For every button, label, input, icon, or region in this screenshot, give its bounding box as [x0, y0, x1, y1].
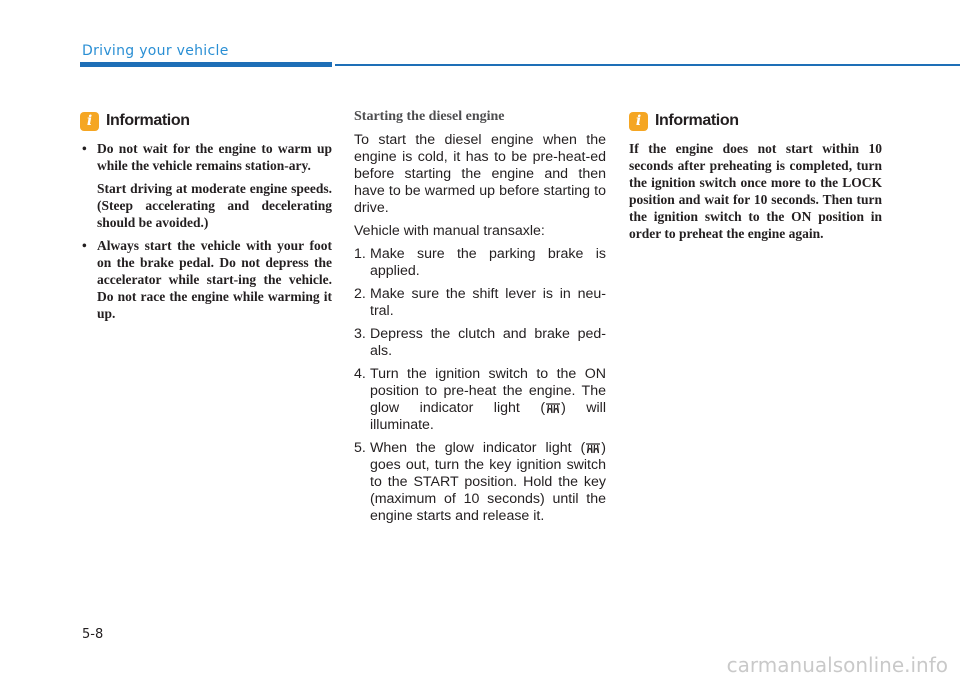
step-item: [354, 366, 606, 434]
right-column: [629, 108, 882, 242]
left-column: [80, 108, 332, 328]
information-heading: [80, 108, 332, 134]
step-text: Make sure the shift lever is in neu-tral.: [370, 286, 606, 319]
information-body: If the engine does not start within 10 seconds after preheating is completed, turn the ignition switch once more to the LOCK position and wait for 10 seconds. Then turn the ignition switch to the ON position in order to preheat the engine again.: [629, 141, 882, 241]
subheading: Vehicle with manual transaxle:: [354, 223, 545, 239]
section-title: Starting the diesel engine: [354, 109, 505, 124]
section-header-title: Driving your vehicle: [82, 43, 229, 59]
step-text: Depress the clutch and brake ped-als.: [370, 326, 606, 359]
information-title: Information: [106, 112, 190, 129]
header-rule-dark: [80, 62, 332, 67]
step-item: [354, 440, 606, 525]
information-heading: [629, 108, 882, 134]
step-text: Turn the ignition switch to the ON position to pre-heat the engine. The glow indicator light ( ) will illuminate.: [370, 366, 606, 433]
glow-plug-indicator-icon: [545, 402, 561, 414]
step-number: 3.: [354, 326, 366, 342]
step-item: [354, 246, 606, 280]
info-icon: i: [80, 112, 99, 131]
bullet-item: • Always start the vehicle with your foot on the brake pedal. Do not depress the accelerator while start-ing the vehicle. Do not race the engine while warming it up.: [80, 237, 332, 322]
step-number: 1.: [354, 246, 366, 262]
information-title: Information: [655, 112, 739, 129]
step-item: [354, 326, 606, 360]
glow-plug-indicator-icon: [585, 442, 601, 454]
intro-paragraph: To start the diesel engine when the engine is cold, it has to be pre-heat-ed before starting the engine and then have to be warmed up before starting to drive.: [354, 132, 606, 216]
step-number: 4.: [354, 366, 366, 382]
watermark: carmanualsonline.info: [726, 653, 948, 677]
step-number: 2.: [354, 286, 366, 302]
step-number: 5.: [354, 440, 366, 456]
header-rule-light: [335, 64, 960, 66]
info-icon: i: [629, 112, 648, 131]
middle-column: [354, 108, 606, 531]
step-item: [354, 286, 606, 320]
step-text: Make sure the parking brake is applied.: [370, 246, 606, 279]
step-text: When the glow indicator light ( ) goes out, turn the key ignition switch to the START position. Hold the key (maximum of 10 seconds) until the engine starts and release it.: [370, 440, 606, 524]
bullet-continuation: Start driving at moderate engine speeds. (Steep accelerating and decelerating should be avoided.): [97, 181, 332, 230]
bullet-item: • Do not wait for the engine to warm up while the vehicle remains station-ary.: [80, 140, 332, 174]
page-number: 5-8: [82, 627, 104, 642]
